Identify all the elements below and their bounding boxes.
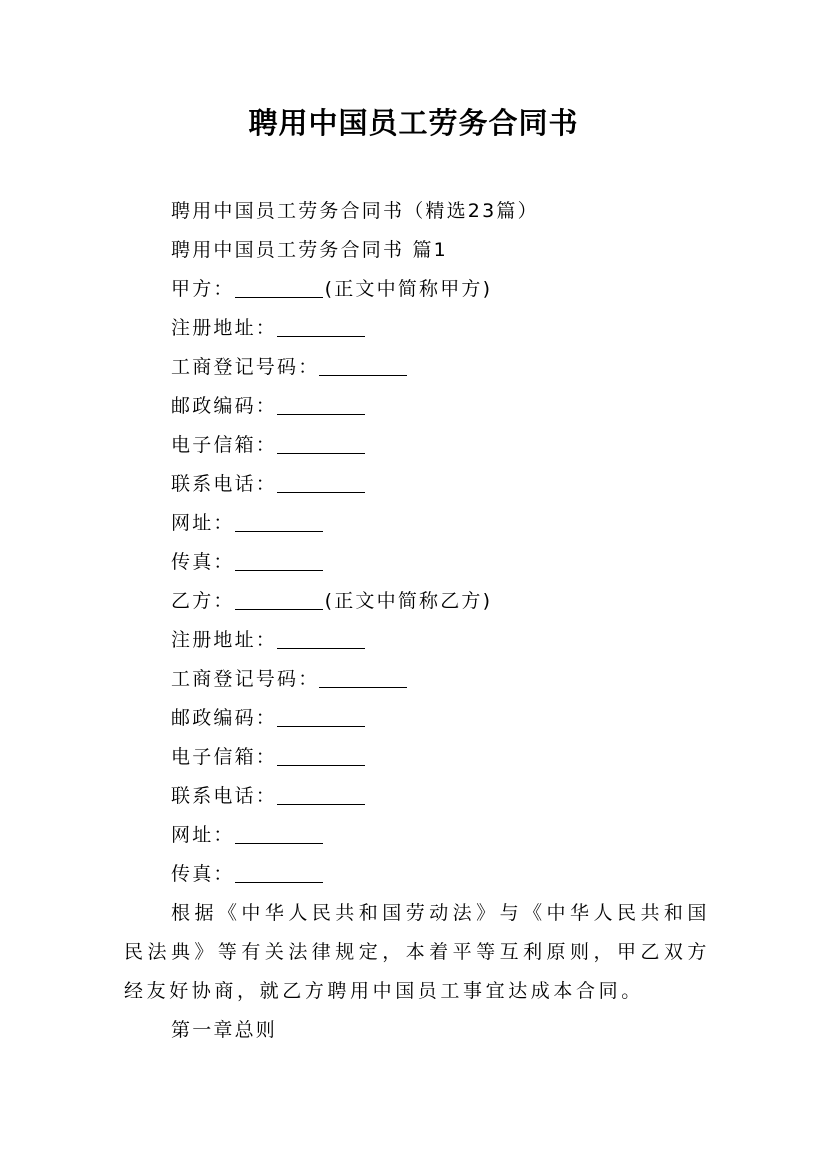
- party-a-label: 甲方：: [171, 278, 235, 300]
- field-blank: [235, 823, 323, 844]
- party-b-field-website: [124, 816, 710, 855]
- field-label: 网址：: [171, 512, 235, 534]
- field-label: 电子信箱：: [171, 746, 278, 768]
- field-blank: [235, 550, 323, 571]
- party-b-field-postcode: [124, 699, 710, 738]
- field-blank: [277, 706, 365, 727]
- field-label: 邮政编码：: [171, 707, 278, 729]
- field-blank: [277, 394, 365, 415]
- field-label: 传真：: [171, 863, 235, 885]
- field-label: 注册地址：: [171, 629, 278, 651]
- field-blank: [277, 433, 365, 454]
- party-b-field-email: [124, 738, 710, 777]
- party-a-field-fax: [124, 543, 710, 582]
- party-a-field-address: [124, 309, 710, 348]
- field-label: 联系电话：: [171, 785, 278, 807]
- field-blank: [277, 316, 365, 337]
- party-a-field-registration: [124, 348, 710, 387]
- field-blank: [277, 745, 365, 766]
- party-b-suffix: (正文中简称乙方): [324, 590, 493, 612]
- party-b-field-address: [124, 621, 710, 660]
- chapter-heading: 第一章总则: [171, 1019, 278, 1041]
- intro-paragraph: 根据《中华人民共和国劳动法》与《中华人民共和国民法典》等有关法律规定，本着平等互利原则，甲乙双方经友好协商，就乙方聘用中国员工事宜达成本合同。: [124, 902, 710, 1002]
- field-label: 邮政编码：: [171, 395, 278, 417]
- party-a-suffix: (正文中简称甲方): [324, 278, 493, 300]
- party-b-line: [124, 582, 710, 621]
- field-blank: [319, 667, 407, 688]
- party-a-line: [124, 270, 710, 309]
- party-b-field-phone: [124, 777, 710, 816]
- party-a-blank: [235, 277, 323, 298]
- party-a-field-website: [124, 504, 710, 543]
- document-title: 聘用中国员工劳务合同书: [248, 106, 579, 140]
- party-b-blank: [235, 589, 323, 610]
- section-heading: 聘用中国员工劳务合同书 篇1: [171, 239, 448, 261]
- field-blank: [319, 355, 407, 376]
- party-b-field-fax: [124, 855, 710, 894]
- field-label: 联系电话：: [171, 473, 278, 495]
- field-label: 工商登记号码：: [171, 356, 320, 378]
- field-blank: [235, 511, 323, 532]
- field-label: 电子信箱：: [171, 434, 278, 456]
- field-blank: [277, 472, 365, 493]
- field-blank: [277, 628, 365, 649]
- field-label: 传真：: [171, 551, 235, 573]
- party-a-field-postcode: [124, 387, 710, 426]
- party-a-field-email: [124, 426, 710, 465]
- field-blank: [235, 862, 323, 883]
- field-blank: [277, 784, 365, 805]
- field-label: 注册地址：: [171, 317, 278, 339]
- field-label: 网址：: [171, 824, 235, 846]
- document-body: [124, 192, 710, 1050]
- document-subtitle: 聘用中国员工劳务合同书（精选23篇）: [171, 200, 539, 222]
- field-label: 工商登记号码：: [171, 668, 320, 690]
- party-a-field-phone: [124, 465, 710, 504]
- party-b-label: 乙方：: [171, 590, 235, 612]
- party-b-field-registration: [124, 660, 710, 699]
